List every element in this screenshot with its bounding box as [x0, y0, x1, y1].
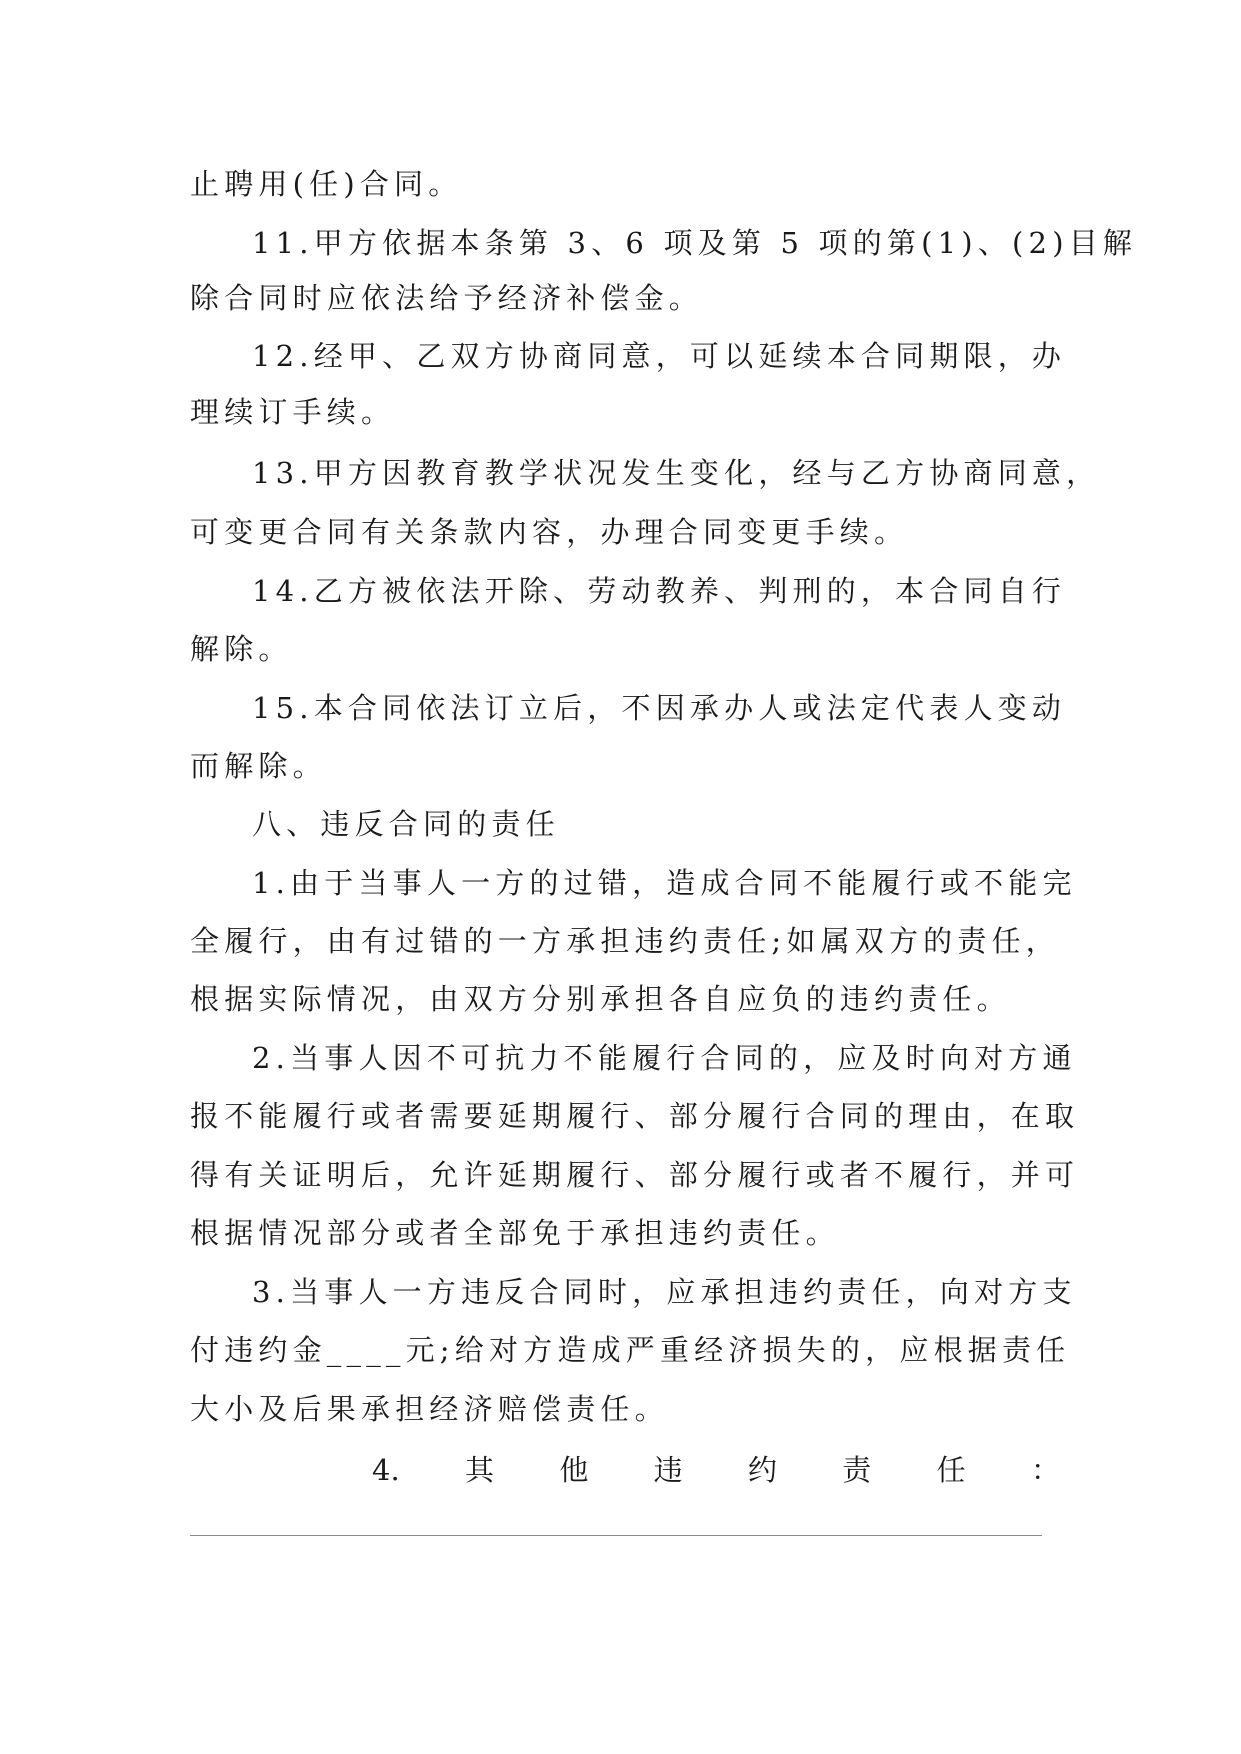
section-heading: 八、违反合同的责任: [252, 807, 560, 841]
paragraph-line: 2.当事人因不可抗力不能履行合同的，应及时向对方通: [252, 1041, 1077, 1075]
paragraph-line: 报不能履行或者需要延期履行、部分履行合同的理由，在取: [190, 1099, 1080, 1133]
paragraph-line: 11.甲方依据本条第 3、6 项及第 5 项的第(1)、(2)目解: [252, 226, 1138, 260]
justified-clause-line: [372, 1445, 1060, 1495]
paragraph-line: 除合同时应依法给予经济补偿金。: [190, 281, 704, 315]
paragraph-line: 止聘用(任)合同。: [190, 167, 463, 201]
paragraph-line: 根据情况部分或者全部免于承担违约责任。: [190, 1216, 840, 1250]
clause-char: 约: [747, 1453, 777, 1487]
paragraph-line: 13.甲方因教育教学状况发生变化，经与乙方协商同意，: [252, 456, 1101, 490]
clause-char: 他: [559, 1453, 589, 1487]
clause-number: 4.: [372, 1453, 400, 1487]
paragraph-line: 1.由于当事人一方的过错，造成合同不能履行或不能完: [252, 866, 1077, 900]
clause-char: 违: [653, 1453, 683, 1487]
clause-char: 其: [464, 1453, 494, 1487]
paragraph-line: 根据实际情况，由双方分别承担各自应负的违约责任。: [190, 982, 1011, 1016]
paragraph-line: 14.乙方被依法开除、劳动教养、判刑的，本合同自行: [252, 574, 1067, 608]
clause-char: 责: [842, 1453, 872, 1487]
paragraph-line: 得有关证明后，允许延期履行、部分履行或者不履行，并可: [190, 1158, 1080, 1192]
clause-colon: ：: [1030, 1453, 1060, 1487]
paragraph-line: 付违约金____元;给对方造成严重经济损失的，应根据责任: [190, 1333, 1071, 1367]
paragraph-line: 而解除。: [190, 749, 327, 783]
clause-char: 任: [936, 1453, 966, 1487]
paragraph-line: 可变更合同有关条款内容，办理合同变更手续。: [190, 515, 909, 549]
paragraph-line: 解除。: [190, 632, 293, 666]
paragraph-line: 理续订手续。: [190, 395, 396, 429]
paragraph-line: 大小及后果承担经济赔偿责任。: [190, 1392, 669, 1426]
paragraph-line: 12.经甲、乙双方协商同意，可以延续本合同期限，办: [252, 339, 1067, 373]
paragraph-line: 3.当事人一方违反合同时，应承担违约责任，向对方支: [252, 1275, 1077, 1309]
fill-in-blank-line: [190, 1535, 1042, 1536]
paragraph-line: 全履行，由有过错的一方承担违约责任;如属双方的责任，: [190, 924, 1060, 958]
paragraph-line: 15.本合同依法订立后，不因承办人或法定代表人变动: [252, 691, 1067, 725]
